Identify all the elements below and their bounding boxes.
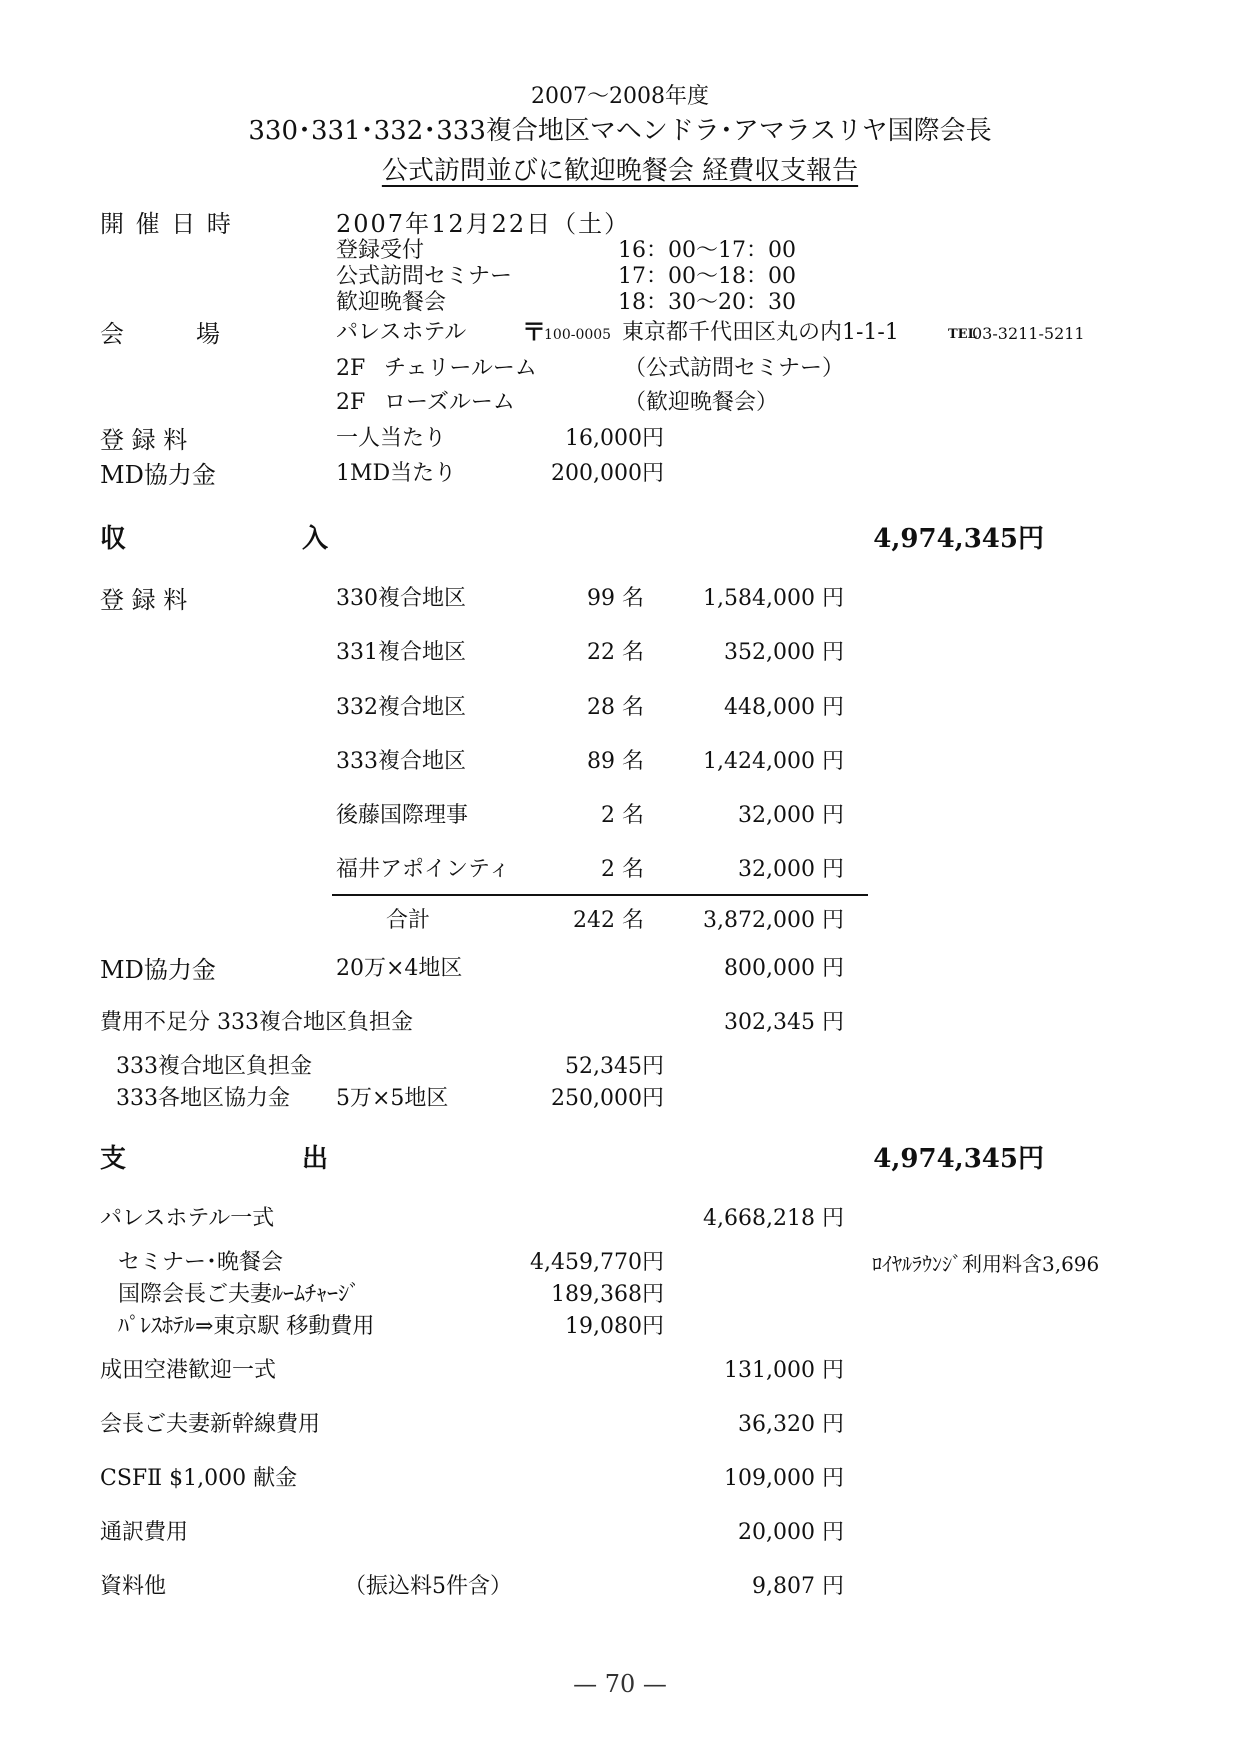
report-title: 330･331･332･333複合地区マヘンドラ･アマラスリヤ国際会長 — [248, 116, 992, 146]
room-floor: 2F — [336, 390, 366, 415]
room-use: （公式訪問セミナー） — [624, 356, 845, 381]
income-row-name: 福井アポインティ — [336, 857, 511, 882]
postal-mark: 〒 — [522, 317, 546, 346]
schedule-time: 18：30〜20：30 — [618, 290, 796, 315]
venue-label: 会 場 — [100, 320, 220, 348]
expense-row-amount: 9,807 円 — [752, 1574, 844, 1599]
hotel-detail-note: ﾛｲﾔﾙﾗｳﾝｼﾞ利用料含3,696 — [872, 1252, 1100, 1276]
schedule-time: 17：00〜18：00 — [618, 264, 796, 289]
income-row-count: 2 名 — [601, 803, 644, 828]
md-unit: 1MD当たり — [336, 461, 457, 486]
income-row-amount: 1,584,000 円 — [703, 586, 844, 611]
hotel-detail-name: セミナー･晩餐会 — [118, 1250, 284, 1275]
fiscal-year: 2007〜2008年度 — [531, 84, 709, 109]
shortfall-detail-note: 5万×5地区 — [336, 1086, 449, 1111]
income-row-amount: 448,000 円 — [724, 695, 844, 720]
income-heading: 入 — [302, 524, 329, 554]
income-row-count: 2 名 — [601, 857, 644, 882]
tel-mark: TEL — [948, 327, 977, 342]
registration-label: 登 録 料 — [100, 586, 188, 614]
expense-row-amount: 36,320 円 — [738, 1412, 844, 1437]
hotel-detail-amount: 4,459,770円 — [530, 1250, 664, 1275]
room-name: ローズルーム — [384, 390, 515, 415]
income-row-count: 99 名 — [587, 586, 644, 611]
shortfall-label: 費用不足分 333複合地区負担金 — [100, 1010, 413, 1035]
expense-row-label: CSFⅡ $1,000 献金 — [100, 1466, 298, 1491]
shortfall-detail-amount: 250,000円 — [551, 1086, 664, 1111]
subtotal-rule — [332, 894, 868, 896]
expense-heading: 出 — [302, 1144, 329, 1174]
venue-tel: 03-3211-5211 — [972, 324, 1085, 343]
shortfall-detail-amount: 52,345円 — [565, 1054, 664, 1079]
hotel-amount: 4,668,218 円 — [703, 1206, 844, 1231]
income-row-name: 後藤国際理事 — [336, 803, 469, 828]
expense-row-label: 資料他 — [100, 1574, 167, 1599]
expense-heading: 支 — [100, 1144, 127, 1174]
shortfall-detail-name: 333複合地区負担金 — [116, 1054, 312, 1079]
report-subtitle: 公式訪問並びに歓迎晩餐会 経費収支報告 — [381, 156, 859, 186]
income-row-amount: 352,000 円 — [724, 640, 844, 665]
income-row-count: 28 名 — [587, 695, 644, 720]
fee-unit: 一人当たり — [336, 426, 447, 451]
fee-label: 登 録 料 — [100, 426, 188, 454]
hotel-detail-amount: 19,080円 — [565, 1314, 664, 1339]
shortfall-detail-name: 333各地区協力金 — [116, 1086, 290, 1111]
expense-row-label: 成田空港歓迎一式 — [100, 1358, 277, 1383]
expense-total: 4,974,345円 — [873, 1144, 1044, 1174]
income-row-name: 331複合地区 — [336, 640, 466, 665]
schedule-label: 登録受付 — [336, 238, 425, 263]
md-amount: 200,000円 — [551, 461, 664, 486]
date-value: 2007年12月22日（土） — [336, 210, 631, 238]
date-label: 開 催 日 時 — [100, 210, 233, 238]
hotel-label: パレスホテル一式 — [100, 1206, 275, 1231]
venue-address: 東京都千代田区丸の内1-1-1 — [622, 320, 899, 345]
md-label: MD協力金 — [100, 461, 216, 489]
income-row-count: 89 名 — [587, 749, 644, 774]
room-use: （歓迎晩餐会） — [624, 390, 779, 415]
hotel-detail-name: 国際会長ご夫妻ﾙｰﾑﾁｬｰｼﾞ — [118, 1282, 361, 1307]
income-total: 4,974,345円 — [873, 524, 1044, 554]
income-row-amount: 32,000 円 — [738, 803, 844, 828]
postal-code: 100-0005 — [544, 327, 612, 343]
schedule-label: 歓迎晩餐会 — [336, 290, 447, 315]
expense-row-amount: 20,000 円 — [738, 1520, 844, 1545]
sum-amount: 3,872,000 円 — [703, 908, 844, 933]
schedule-time: 16：00〜17：00 — [618, 238, 796, 263]
hotel-detail-amount: 189,368円 — [551, 1282, 664, 1307]
income-row-amount: 32,000 円 — [738, 857, 844, 882]
schedule-label: 公式訪問セミナー — [336, 264, 513, 289]
sum-count: 242 名 — [573, 908, 644, 933]
expense-row-amount: 109,000 円 — [724, 1466, 844, 1491]
income-row-name: 332複合地区 — [336, 695, 466, 720]
fee-amount: 16,000円 — [565, 426, 664, 451]
hotel-detail-name: ﾊﾟﾚｽﾎﾃﾙ⇒東京駅 移動費用 — [118, 1314, 375, 1339]
md-income-label: MD協力金 — [100, 956, 216, 984]
page-number: — 70 — — [573, 1670, 667, 1698]
room-name: チェリールーム — [384, 356, 537, 381]
income-heading: 収 — [100, 524, 127, 554]
venue-name: パレスホテル — [336, 320, 467, 345]
income-row-count: 22 名 — [587, 640, 644, 665]
md-income-amount: 800,000 円 — [724, 956, 844, 981]
room-floor: 2F — [336, 356, 366, 381]
expense-row-label: 通訳費用 — [100, 1520, 189, 1545]
sum-label: 合計 — [386, 908, 431, 933]
expense-row-amount: 131,000 円 — [724, 1358, 844, 1383]
expense-row-detail: （振込料5件含） — [344, 1574, 512, 1599]
income-row-name: 330複合地区 — [336, 586, 466, 611]
shortfall-amount: 302,345 円 — [724, 1010, 844, 1035]
expense-row-label: 会長ご夫妻新幹線費用 — [100, 1412, 321, 1437]
income-row-name: 333複合地区 — [336, 749, 466, 774]
income-row-amount: 1,424,000 円 — [703, 749, 844, 774]
md-income-detail: 20万×4地区 — [336, 956, 463, 981]
